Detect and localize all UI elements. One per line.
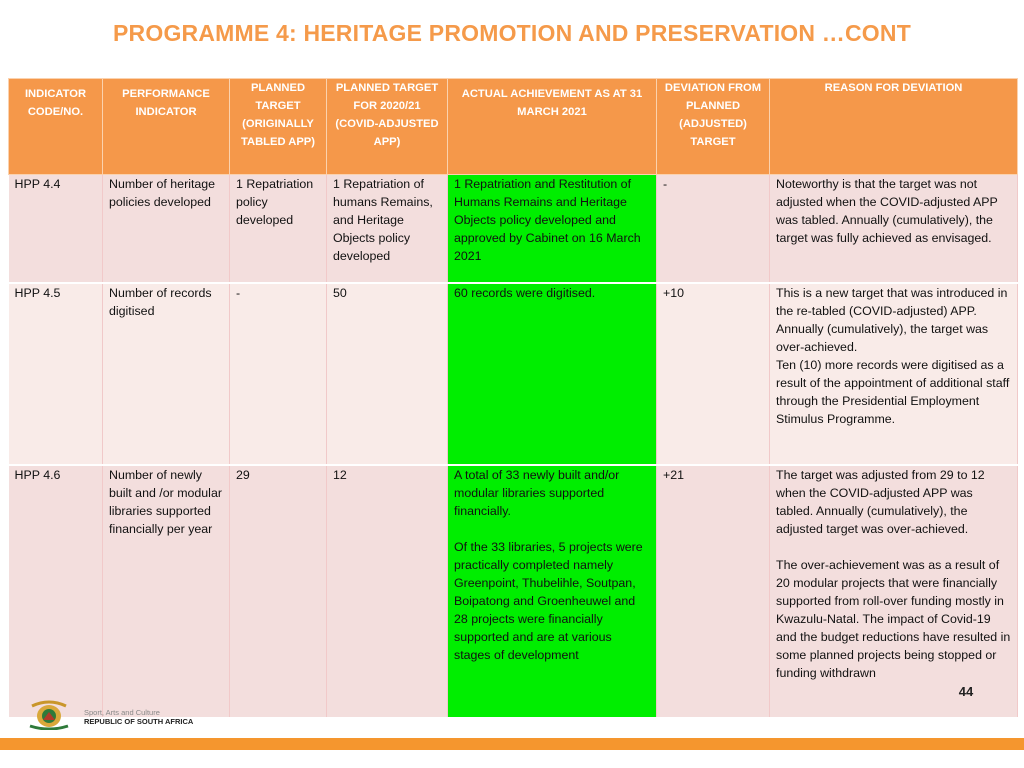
table-row: [9, 175, 1018, 283]
cell-planned-adjusted: 12: [327, 465, 448, 717]
cell-actual-achievement: 1 Repatriation and Restitution of Humans Remains and Heritage Objects policy developed and approved by Cabinet on 16 March 2021: [448, 175, 657, 283]
cell-reason: This is a new target that was introduced in the re-tabled (COVID-adjusted) APP. Annually (cumulatively), the target was over-achieved. Ten (10) more records were digitised as a result of the appointment of additional staff through the Presidential Employment Stimulus Programme.: [770, 283, 1018, 465]
header-deviation: DEVIATION FROM PLANNED (ADJUSTED) TARGET: [657, 79, 770, 175]
footer-branding: [84, 708, 193, 726]
cell-reason: The target was adjusted from 29 to 12 when the COVID-adjusted APP was tabled. Annually (cumulatively), the adjusted target was over-achieved. The over-achievement was as a result of 20 modular projects that were financially supported from roll-over funding mostly in Kwazulu-Natal. The impact of Covid-19 and the budget reductions have resulted in some planned projects being stopped or funding withdrawn: [770, 465, 1018, 717]
cell-performance-indicator: Number of records digitised: [103, 283, 230, 465]
cell-deviation: -: [657, 175, 770, 283]
header-indicator-code: INDICATOR CODE/NO.: [9, 79, 103, 175]
cell-planned-adjusted: 50: [327, 283, 448, 465]
cell-indicator-code: HPP 4.5: [9, 283, 103, 465]
coat-of-arms-icon: [26, 700, 72, 730]
cell-deviation: +10: [657, 283, 770, 465]
cell-planned-original: 1 Repatriation policy developed: [230, 175, 327, 283]
cell-indicator-code: HPP 4.4: [9, 175, 103, 283]
cell-performance-indicator: Number of newly built and /or modular libraries supported financially per year: [103, 465, 230, 717]
header-reason: REASON FOR DEVIATION: [770, 79, 1018, 175]
cell-reason: Noteworthy is that the target was not adjusted when the COVID-adjusted APP was tabled. Annually (cumulatively), the target was fully achieved as envisaged.: [770, 175, 1018, 283]
slide-title: PROGRAMME 4: HERITAGE PROMOTION AND PRESERVATION …CONT: [113, 20, 911, 46]
header-planned-adjusted: PLANNED TARGET FOR 2020/21 (COVID-ADJUSTED APP): [327, 79, 448, 175]
cell-deviation: +21: [657, 465, 770, 717]
page-number: 44: [958, 684, 974, 699]
header-actual-achievement: ACTUAL ACHIEVEMENT AS AT 31 MARCH 2021: [448, 79, 657, 175]
cell-actual-achievement: A total of 33 newly built and/or modular libraries supported financially. Of the 33 libraries, 5 projects were practically completed namely Greenpoint, Thubelihle, Soutpan, Boipatong and Groenheuwel and 28 projects were financially supported and are at various stages of development: [448, 465, 657, 717]
table-row: [9, 283, 1018, 465]
footer-country: REPUBLIC OF SOUTH AFRICA: [84, 717, 194, 726]
footer-department: Sport, Arts and Culture: [84, 708, 160, 717]
header-performance-indicator: PERFORMANCE INDICATOR: [103, 79, 230, 175]
header-planned-original: PLANNED TARGET (ORIGINALLY TABLED APP): [230, 79, 327, 175]
table-header-row: [9, 79, 1018, 175]
footer-bar: [0, 738, 1024, 750]
cell-actual-achievement: 60 records were digitised.: [448, 283, 657, 465]
cell-indicator-code: HPP 4.6: [9, 465, 103, 717]
cell-performance-indicator: Number of heritage policies developed: [103, 175, 230, 283]
performance-table: [8, 78, 1018, 717]
table-row: [9, 465, 1018, 717]
cell-planned-original: 29: [230, 465, 327, 717]
cell-planned-adjusted: 1 Repatriation of humans Remains, and Heritage Objects policy developed: [327, 175, 448, 283]
cell-planned-original: -: [230, 283, 327, 465]
